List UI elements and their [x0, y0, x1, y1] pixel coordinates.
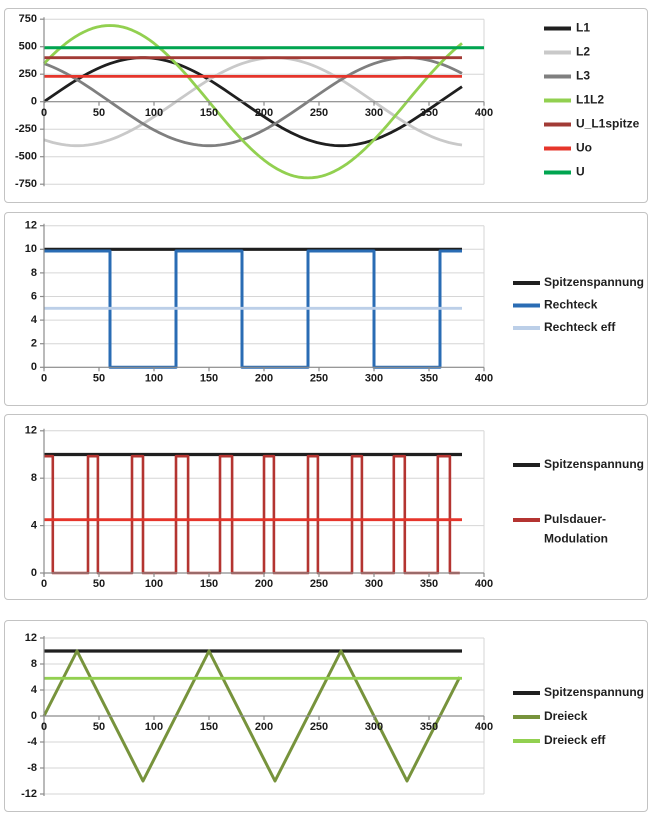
x-tick-label: 350 [419, 578, 439, 591]
x-tick-label: 250 [309, 106, 329, 119]
x-tick-label: 100 [144, 106, 164, 119]
y-tick-label: 6 [30, 290, 37, 303]
y-tick-label: -750 [14, 178, 37, 191]
x-tick-label: 300 [364, 578, 384, 591]
y-tick-label: 0 [30, 95, 37, 108]
x-tick-label: 50 [92, 372, 106, 385]
legend-item-label: Spitzenspannung [544, 275, 644, 290]
legend-item-label: Pulsdauer- [544, 512, 607, 527]
x-tick-label: 400 [474, 721, 494, 734]
chart-panel-dreieck[interactable] [4, 620, 648, 812]
x-tick-label: 300 [364, 372, 384, 385]
x-tick-label: 250 [309, 578, 329, 591]
legend-item-label: L1 [576, 20, 591, 35]
y-tick-label: 4 [30, 519, 37, 532]
y-tick-label: 8 [30, 657, 37, 670]
x-tick-label: 150 [199, 721, 219, 734]
y-tick-label: 0 [30, 566, 37, 579]
x-tick-label: 200 [254, 106, 274, 119]
legend-item-label: Uo [576, 140, 592, 155]
x-tick-label: 400 [474, 578, 494, 591]
y-tick-label: 0 [30, 709, 37, 722]
x-tick-label: 100 [144, 721, 164, 734]
x-tick-label: 350 [419, 372, 439, 385]
legend-item-label: U_L1spitze [576, 116, 640, 131]
x-tick-label: 150 [199, 578, 219, 591]
y-tick-label: 12 [24, 424, 37, 437]
y-tick-label: 8 [30, 266, 37, 279]
x-tick-label: 200 [254, 578, 274, 591]
y-tick-label: -250 [14, 123, 37, 136]
legend-item-label: Spitzenspannung [544, 457, 644, 472]
y-tick-label: 12 [24, 631, 37, 644]
x-tick-label: 300 [364, 721, 384, 734]
chart-panel-pwm[interactable] [4, 414, 648, 600]
x-tick-label: 300 [364, 106, 384, 119]
y-tick-label: 12 [24, 219, 37, 232]
chart-panel-rechteck[interactable] [4, 212, 648, 406]
x-tick-label: 50 [92, 106, 106, 119]
x-tick-label: 100 [144, 578, 164, 591]
legend-item-label: Rechteck eff [544, 320, 616, 335]
series-pulsdauer-modulation-line [44, 456, 460, 573]
x-tick-label: 200 [254, 372, 274, 385]
y-tick-label: 10 [24, 243, 37, 256]
y-tick-label: -4 [27, 735, 37, 748]
y-tick-label: -500 [14, 150, 37, 163]
legend-item-label: L2 [576, 44, 591, 59]
x-tick-label: 400 [474, 106, 494, 119]
y-tick-label: -8 [27, 761, 37, 774]
chart-canvas [5, 415, 647, 599]
x-tick-label: 150 [199, 106, 219, 119]
x-tick-label: 100 [144, 372, 164, 385]
x-tick-label: 350 [419, 721, 439, 734]
legend-item-label: L3 [576, 68, 591, 83]
y-tick-label: 250 [18, 68, 37, 81]
x-tick-label: 0 [40, 721, 48, 734]
legend-item-label: L1L2 [576, 92, 605, 107]
x-tick-label: 50 [92, 721, 106, 734]
x-tick-label: 50 [92, 578, 106, 591]
y-tick-label: 4 [30, 683, 37, 696]
y-tick-label: -12 [21, 787, 37, 800]
y-tick-label: 2 [30, 337, 37, 350]
x-tick-label: 250 [309, 721, 329, 734]
y-tick-label: 750 [18, 13, 37, 26]
x-tick-label: 150 [199, 372, 219, 385]
x-tick-label: 0 [40, 372, 48, 385]
x-tick-label: 250 [309, 372, 329, 385]
chart-canvas [5, 9, 647, 202]
legend-item-label: U [576, 164, 585, 179]
chart-panel-three-phase[interactable] [4, 8, 648, 203]
x-tick-label: 0 [40, 578, 48, 591]
legend-item-label: Modulation [544, 531, 608, 546]
legend-item-label: Dreieck [544, 709, 588, 724]
legend-item-label: Spitzenspannung [544, 685, 644, 700]
chart-canvas [5, 621, 647, 811]
y-tick-label: 0 [30, 361, 37, 374]
x-tick-label: 350 [419, 106, 439, 119]
x-tick-label: 200 [254, 721, 274, 734]
legend-item-label: Rechteck [544, 297, 598, 312]
y-tick-label: 500 [18, 40, 37, 53]
x-tick-label: 400 [474, 372, 494, 385]
legend-item-label: Dreieck eff [544, 733, 606, 748]
y-tick-label: 8 [30, 472, 37, 485]
x-tick-label: 0 [40, 106, 48, 119]
chart-canvas [5, 213, 647, 405]
y-tick-label: 4 [30, 314, 37, 327]
